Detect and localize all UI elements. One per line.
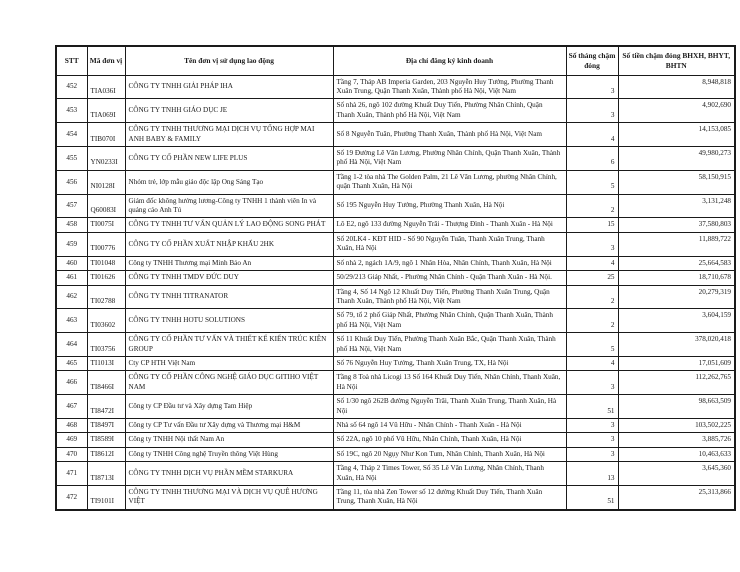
cell-amount-late: 58,150,915 <box>618 170 735 194</box>
header-months-late: Số tháng chậm đóng <box>566 46 618 75</box>
header-row <box>56 46 735 75</box>
cell-address: Số 79, tổ 2 phố Giáp Nhất, Phường Nhân Chính, Quận Thanh Xuân, Thành phố Hà Nội, Việt Nam <box>333 309 566 333</box>
cell-months-late: 15 <box>566 218 618 232</box>
cell-stt: 471 <box>56 462 87 486</box>
table-row <box>56 147 735 171</box>
cell-amount-late: 37,580,803 <box>618 218 735 232</box>
cell-address: Tầng 8 Toà nhà Licogi 13 Số 164 Khuất Duy Tiến, Nhân Chính, Thanh Xuân, Hà Nội <box>333 371 566 395</box>
cell-employer-name: Công ty CP Tư vấn Đầu tư Xây dựng và Thương mại H&M <box>125 418 333 432</box>
cell-months-late: 5 <box>566 170 618 194</box>
cell-months-late: 2 <box>566 285 618 309</box>
table-row <box>56 75 735 99</box>
table-row <box>56 170 735 194</box>
cell-address: Tầng 1-2 tòa nhà The Golden Palm, 21 Lê Văn Lương, phường Nhân Chính, quận Thanh Xuân, Hà Nội <box>333 170 566 194</box>
header-stt: STT <box>56 46 87 75</box>
cell-months-late: 3 <box>566 433 618 447</box>
header-registered-address: Địa chỉ đăng ký kinh doanh <box>333 46 566 75</box>
cell-stt: 463 <box>56 309 87 333</box>
cell-employer-name: CÔNG TY CỔ PHẦN XUẤT NHẬP KHẨU 2HK <box>125 232 333 256</box>
table-row <box>56 333 735 357</box>
cell-months-late: 5 <box>566 333 618 357</box>
table-row <box>56 356 735 370</box>
cell-unit-code: TI03756 <box>87 333 125 357</box>
cell-unit-code: TI01048 <box>87 256 125 270</box>
cell-employer-name: CÔNG TY TNHH TƯ VẤN QUẢN LÝ LAO ĐỘNG SONG PHÁT <box>125 218 333 232</box>
cell-amount-late: 25,664,583 <box>618 256 735 270</box>
cell-stt: 459 <box>56 232 87 256</box>
table-body <box>56 75 735 510</box>
cell-months-late: 3 <box>566 75 618 99</box>
cell-address: Số 19 Đường Lê Văn Lương, Phường Nhân Chính, Quận Thanh Xuân, Thành phố Hà Nội, Việt Nam <box>333 147 566 171</box>
cell-employer-name: CÔNG TY TNHH TITRANATOR <box>125 285 333 309</box>
cell-address: Nhà số 64 ngõ 14 Vũ Hữu - Nhân Chính - Thanh Xuân - Hà Nội <box>333 418 566 432</box>
cell-unit-code: TI02788 <box>87 285 125 309</box>
cell-stt: 455 <box>56 147 87 171</box>
cell-months-late: 2 <box>566 309 618 333</box>
cell-address: Tầng 4, Tháp 2 Times Tower, Số 35 Lê Văn Lương, Nhân Chính, Thanh Xuân, Hà Nội <box>333 462 566 486</box>
table-row <box>56 462 735 486</box>
cell-employer-name: CÔNG TY CỔ PHẦN TƯ VẤN VÀ THIẾT KẾ KIẾN TRÚC KIÊN GROUP <box>125 333 333 357</box>
cell-employer-name: CÔNG TY CỔ PHẦN CÔNG NGHỆ GIÁO DỤC GITIHO VIỆT NAM <box>125 371 333 395</box>
cell-unit-code: TI01626 <box>87 271 125 285</box>
cell-stt: 472 <box>56 486 87 510</box>
cell-stt: 469 <box>56 433 87 447</box>
cell-amount-late: 4,902,690 <box>618 99 735 123</box>
cell-amount-late: 20,279,319 <box>618 285 735 309</box>
cell-stt: 453 <box>56 99 87 123</box>
cell-amount-late: 25,313,866 <box>618 486 735 510</box>
cell-employer-name: Cty CP HTH Việt Nam <box>125 356 333 370</box>
cell-address: Tầng 4, Số 14 Ngõ 12 Khuất Duy Tiến, Phường Thanh Xuân Trung, Quận Thanh Xuân, Thành phố Hà Nội, Việt Nam <box>333 285 566 309</box>
cell-months-late: 3 <box>566 418 618 432</box>
cell-employer-name: CÔNG TY CỔ PHẦN NEW LIFE PLUS <box>125 147 333 171</box>
table-row <box>56 447 735 461</box>
debt-table-container <box>55 45 734 511</box>
cell-months-late: 25 <box>566 271 618 285</box>
table-header <box>56 46 735 75</box>
cell-months-late: 51 <box>566 395 618 419</box>
cell-address: Số nhà 2, ngách 1A/9, ngõ 1 Nhân Hòa, Nhân Chính, Thanh Xuân, Hà Nội <box>333 256 566 270</box>
table-row <box>56 256 735 270</box>
cell-employer-name: Công ty TNHH Nội thất Nam An <box>125 433 333 447</box>
cell-months-late: 3 <box>566 232 618 256</box>
cell-amount-late: 17,051,609 <box>618 356 735 370</box>
cell-amount-late: 3,645,360 <box>618 462 735 486</box>
cell-unit-code: Q60083I <box>87 194 125 218</box>
table-row <box>56 271 735 285</box>
cell-stt: 457 <box>56 194 87 218</box>
cell-stt: 461 <box>56 271 87 285</box>
cell-months-late: 13 <box>566 462 618 486</box>
cell-address: Số 11 Khuất Duy Tiến, Phường Thanh Xuân Bắc, Quận Thanh Xuân, Thành phố Hà Nội, Việt Nam <box>333 333 566 357</box>
cell-unit-code: TI8497I <box>87 418 125 432</box>
cell-employer-name: CÔNG TY TNHH DỊCH VỤ PHẦN MỀM STARKURA <box>125 462 333 486</box>
cell-unit-code: TIA036I <box>87 75 125 99</box>
cell-address: Lô E2, ngõ 133 đường Nguyễn Trãi - Thượng Đình - Thanh Xuân - Hà Nội <box>333 218 566 232</box>
table-row <box>56 371 735 395</box>
cell-stt: 470 <box>56 447 87 461</box>
cell-unit-code: YN0233I <box>87 147 125 171</box>
cell-months-late: 4 <box>566 123 618 147</box>
cell-stt: 464 <box>56 333 87 357</box>
cell-stt: 467 <box>56 395 87 419</box>
cell-amount-late: 103,502,225 <box>618 418 735 432</box>
cell-months-late: 4 <box>566 356 618 370</box>
cell-employer-name: CÔNG TY TNHH HOTU SOLUTIONS <box>125 309 333 333</box>
cell-employer-name: CÔNG TY TNHH THƯƠNG MẠI DỊCH VỤ TỔNG HỢP MAI ANH BABY & FAMILY <box>125 123 333 147</box>
cell-unit-code: TI8472I <box>87 395 125 419</box>
table-row <box>56 309 735 333</box>
cell-months-late: 3 <box>566 371 618 395</box>
cell-amount-late: 14,153,085 <box>618 123 735 147</box>
cell-amount-late: 10,463,633 <box>618 447 735 461</box>
cell-amount-late: 49,980,273 <box>618 147 735 171</box>
cell-amount-late: 18,710,678 <box>618 271 735 285</box>
table-row <box>56 232 735 256</box>
cell-address: Số 20LK4 - KĐT HID - Số 90 Nguyễn Tuân, Thanh Xuân Trung, Thanh Xuân, Hà Nội <box>333 232 566 256</box>
cell-employer-name: CÔNG TY TNHH GIÁO DỤC JE <box>125 99 333 123</box>
cell-employer-name: CÔNG TY TNHH GIẢI PHÁP IHA <box>125 75 333 99</box>
cell-amount-late: 8,948,818 <box>618 75 735 99</box>
cell-unit-code: TI8612I <box>87 447 125 461</box>
cell-stt: 462 <box>56 285 87 309</box>
cell-unit-code: TI8713I <box>87 462 125 486</box>
cell-amount-late: 11,889,722 <box>618 232 735 256</box>
cell-employer-name: Công ty CP Đầu tư và Xây dựng Tam Hiệp <box>125 395 333 419</box>
cell-unit-code: TIA069I <box>87 99 125 123</box>
cell-unit-code: TIB070I <box>87 123 125 147</box>
table-row <box>56 99 735 123</box>
table-row <box>56 285 735 309</box>
cell-address: Tầng 11, tòa nhà Zen Tower số 12 đường Khuất Duy Tiến, Thanh Xuân Trung, Thanh Xuân, Hà Nội <box>333 486 566 510</box>
cell-employer-name: Công ty TNHH Công nghệ Truyền thông Việt Hùng <box>125 447 333 461</box>
cell-employer-name: Công ty TNHH Thương mại Minh Bảo An <box>125 256 333 270</box>
cell-unit-code: TI03602 <box>87 309 125 333</box>
cell-months-late: 51 <box>566 486 618 510</box>
table-row <box>56 433 735 447</box>
table-row <box>56 486 735 510</box>
cell-stt: 452 <box>56 75 87 99</box>
cell-stt: 465 <box>56 356 87 370</box>
cell-unit-code: TI9101I <box>87 486 125 510</box>
cell-address: Số 8 Nguyễn Tuân, Phường Thanh Xuân, Thành phố Hà Nội, Việt Nam <box>333 123 566 147</box>
cell-unit-code: TI8466I <box>87 371 125 395</box>
header-employer-name: Tên đơn vị sử dụng lao động <box>125 46 333 75</box>
cell-amount-late: 3,131,248 <box>618 194 735 218</box>
cell-unit-code: TI8589I <box>87 433 125 447</box>
header-amount-late: Số tiền chậm đóng BHXH, BHYT, BHTN <box>618 46 735 75</box>
cell-stt: 454 <box>56 123 87 147</box>
cell-amount-late: 3,885,726 <box>618 433 735 447</box>
table-row <box>56 418 735 432</box>
cell-unit-code: TI1013I <box>87 356 125 370</box>
cell-address: Số 76 Nguyễn Huy Tưởng, Thanh Xuân Trung, TX, Hà Nội <box>333 356 566 370</box>
table-row <box>56 395 735 419</box>
cell-unit-code: NI0128I <box>87 170 125 194</box>
cell-months-late: 3 <box>566 99 618 123</box>
cell-address: 50/29/213 Giáp Nhất, - Phường Nhân Chính - Quận Thanh Xuân - Hà Nội. <box>333 271 566 285</box>
cell-unit-code: TI00776 <box>87 232 125 256</box>
header-unit-code: Mã đơn vị <box>87 46 125 75</box>
cell-employer-name: Giám đốc không hưởng lương-Công ty TNHH 1 thành viên In và quảng cáo Anh Tú <box>125 194 333 218</box>
cell-employer-name: CÔNG TY TNHH THƯƠNG MẠI VÀ DỊCH VỤ QUÊ HƯƠNG VIỆT <box>125 486 333 510</box>
cell-amount-late: 98,663,509 <box>618 395 735 419</box>
cell-address: Tầng 7, Tháp AB Imperia Garden, 203 Nguyễn Huy Tưởng, Phường Thanh Xuân Trung, Quận Thanh Xuân, Thành phố Hà Nội, Việt Nam <box>333 75 566 99</box>
cell-employer-name: Nhóm trẻ, lớp mẫu giáo độc lập Ong Sáng Tạo <box>125 170 333 194</box>
cell-employer-name: CÔNG TY TNHH TMDV ĐỨC DUY <box>125 271 333 285</box>
cell-stt: 466 <box>56 371 87 395</box>
cell-months-late: 4 <box>566 256 618 270</box>
cell-stt: 456 <box>56 170 87 194</box>
cell-address: Số nhà 26, ngõ 102 đường Khuất Duy Tiến, Phường Nhân Chính, Quận Thanh Xuân, Thành phố Hà Nội, Việt Nam <box>333 99 566 123</box>
late-payment-table <box>55 45 736 511</box>
cell-stt: 460 <box>56 256 87 270</box>
cell-address: Số 195 Nguyễn Huy Tưởng, Phường Thanh Xuân, Hà Nội <box>333 194 566 218</box>
cell-amount-late: 3,604,159 <box>618 309 735 333</box>
cell-stt: 468 <box>56 418 87 432</box>
table-row <box>56 194 735 218</box>
cell-unit-code: TI0075I <box>87 218 125 232</box>
cell-stt: 458 <box>56 218 87 232</box>
cell-address: Số 22A, ngõ 10 phố Vũ Hữu, Nhân Chính, Thanh Xuân, Hà Nội <box>333 433 566 447</box>
cell-amount-late: 112,262,765 <box>618 371 735 395</box>
cell-address: Số 1/30 ngõ 262B đường Nguyễn Trãi, Thanh Xuân Trung, Thanh Xuân, Hà Nội <box>333 395 566 419</box>
cell-address: Số 19C, ngõ 20 Ngụy Như Kon Tum, Nhân Chính, Thanh Xuân, Hà Nội <box>333 447 566 461</box>
table-row <box>56 123 735 147</box>
cell-amount-late: 378,020,418 <box>618 333 735 357</box>
cell-months-late: 6 <box>566 147 618 171</box>
cell-months-late: 3 <box>566 447 618 461</box>
cell-months-late: 2 <box>566 194 618 218</box>
table-row <box>56 218 735 232</box>
